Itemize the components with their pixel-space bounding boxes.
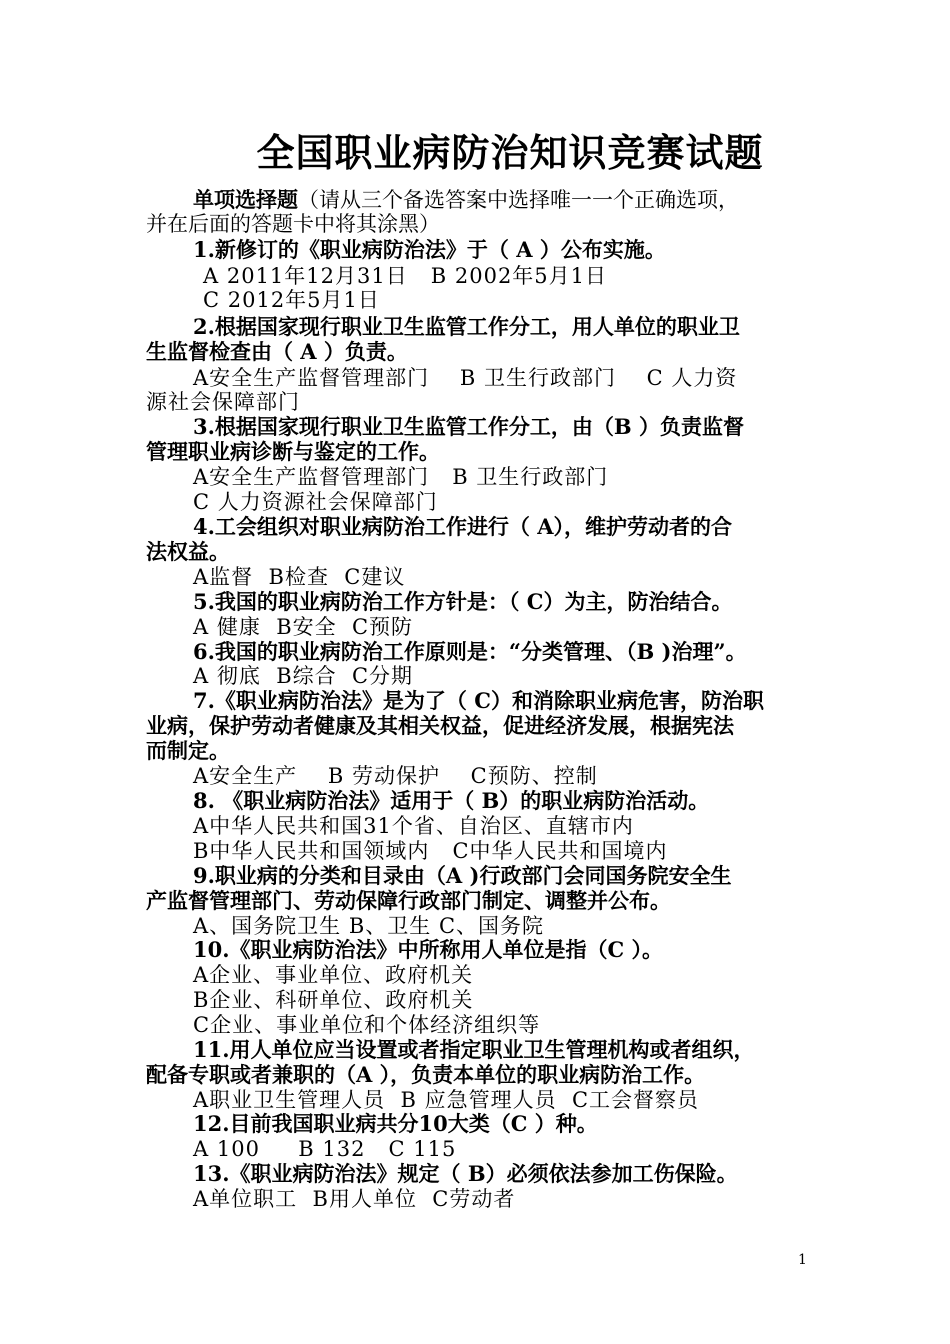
question-3: 3.根据国家现行职业卫生监管工作分工，由（B ）负责监督	[193, 414, 744, 439]
options-1a: A 2011年12月31日 B 2002年5月1日	[203, 264, 608, 288]
question-1: 1.新修订的《职业病防治法》于（ A ）公布实施。	[193, 237, 666, 262]
options-3a: A安全生产监督管理部门 B 卫生行政部门	[193, 465, 609, 489]
options-8b: B中华人民共和国领域内 C中华人民共和国境内	[193, 839, 668, 863]
question-3-cont: 管理职业病诊断与鉴定的工作。	[146, 439, 440, 464]
question-2-cont: 生监督检查由（ A ）负责。	[146, 339, 408, 364]
question-9-cont: 产监督管理部门、劳动保障行政部门制定、调整并公布。	[146, 888, 671, 913]
question-4-cont: 法权益。	[146, 539, 230, 564]
options-6: A 彻底 B综合 C分期	[193, 664, 414, 688]
options-13: A单位职工 B用人单位 C劳动者	[193, 1187, 516, 1211]
question-7-cont1: 业病，保护劳动者健康及其相关权益，促进经济发展，根据宪法	[146, 713, 734, 738]
question-6: 6.我国的职业病防治工作原则是：“分类管理、（B )治理”。	[193, 639, 747, 664]
options-1b: C 2012年5月1日	[203, 288, 380, 312]
intro-line-1	[193, 188, 739, 212]
options-2a: A安全生产监督管理部门 B 卫生行政部门 C 人力资	[193, 366, 738, 390]
question-10: 10.《职业病防治法》中所称用人单位是指（C ）。	[193, 937, 664, 962]
question-2: 2.根据国家现行职业卫生监管工作分工，用人单位的职业卫	[193, 314, 740, 339]
question-7: 7.《职业病防治法》是为了（ C）和消除职业病危害，防治职	[193, 688, 764, 713]
question-5: 5.我国的职业病防治工作方针是：（ C）为主，防治结合。	[193, 589, 733, 614]
options-10c: C企业、事业单位和个体经济组织等	[193, 1013, 541, 1037]
options-10b: B企业、科研单位、政府机关	[193, 988, 474, 1012]
question-11: 11.用人单位应当设置或者指定职业卫生管理机构或者组织，	[193, 1037, 755, 1062]
options-11: A职业卫生管理人员 B 应急管理人员 C工会督察员	[193, 1088, 700, 1112]
options-9: A、国务院卫生 B、卫生 C、国务院	[193, 914, 545, 938]
options-10a: A企业、事业单位、政府机关	[193, 963, 474, 987]
options-5: A 健康 B安全 C预防	[193, 615, 414, 639]
intro-label: 单项选择题	[193, 187, 298, 212]
question-8: 8. 《职业病防治法》适用于（ B）的职业病防治活动。	[193, 788, 710, 813]
question-7-cont2: 而制定。	[146, 738, 230, 763]
options-12: A 100 B 132 C 115	[193, 1137, 457, 1161]
options-2b: 源社会保障部门	[146, 390, 300, 414]
options-8a: A中华人民共和国31个省、自治区、直辖市内	[193, 814, 634, 838]
options-3b: C 人力资源社会保障部门	[193, 490, 438, 514]
intro-line-2: 并在后面的答题卡中将其涂黑）	[146, 212, 440, 236]
question-13: 13.《职业病防治法》规定（ B）必须依法参加工伤保险。	[193, 1161, 738, 1186]
options-4: A监督 B检查 C建议	[193, 565, 406, 589]
intro-text-1: （请从三个备选答案中选择唯一一个正确选项，	[298, 188, 739, 212]
page-number: 1	[798, 1252, 807, 1268]
question-12: 12.目前我国职业病共分10大类（C ）种。	[193, 1111, 598, 1136]
question-4: 4.工会组织对职业病防治工作进行（ A），维护劳动者的合	[193, 514, 733, 539]
question-9: 9.职业病的分类和目录由（A )行政部门会同国务院安全生	[193, 863, 732, 888]
question-11-cont: 配备专职或者兼职的（A ），负责本单位的职业病防治工作。	[146, 1062, 706, 1087]
options-7: A安全生产 B 劳动保护 C预防、控制	[193, 764, 598, 788]
page-title: 全国职业病防治知识竞赛试题	[256, 130, 764, 175]
